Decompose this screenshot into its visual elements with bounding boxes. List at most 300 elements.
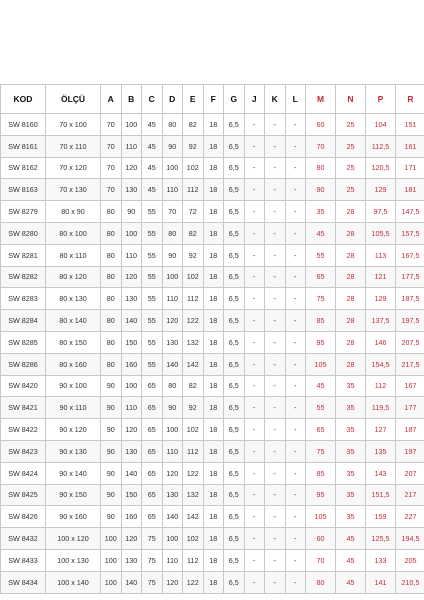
table-cell: 104 [366, 114, 396, 136]
table-row [1, 397, 424, 419]
table-cell: 80 [162, 375, 183, 397]
table-cell: 100 [162, 419, 183, 441]
table-cell: 130 [162, 484, 183, 506]
table-cell: 85 [306, 310, 336, 332]
table-cell: - [265, 440, 286, 462]
table-cell: 100 [162, 528, 183, 550]
table-cell: 167,5 [396, 244, 424, 266]
table-cell: 80 x 140 [46, 310, 101, 332]
table-cell: 141 [366, 571, 396, 593]
table-cell: 45 [336, 528, 366, 550]
table-cell: 75 [142, 571, 163, 593]
table-cell: 95 [306, 484, 336, 506]
table-cell: 90 x 100 [46, 375, 101, 397]
table-cell: SW 8425 [1, 484, 46, 506]
table-cell: 217 [396, 484, 424, 506]
table-cell: 45 [142, 114, 163, 136]
column-header-d: D [162, 85, 183, 114]
table-cell: 122 [183, 310, 204, 332]
table-cell: 146 [366, 331, 396, 353]
table-cell: 6,5 [224, 419, 245, 441]
table-cell: - [244, 201, 265, 223]
table-cell: 55 [306, 397, 336, 419]
table-cell: 90 [101, 375, 122, 397]
table-cell: SW 8280 [1, 222, 46, 244]
table-cell: 70 [101, 179, 122, 201]
table-cell: 120 [162, 310, 183, 332]
table-cell: SW 8283 [1, 288, 46, 310]
table-cell: 45 [142, 135, 163, 157]
table-cell: SW 8286 [1, 353, 46, 375]
column-header-f: F [203, 85, 224, 114]
table-cell: SW 8432 [1, 528, 46, 550]
table-cell: - [244, 266, 265, 288]
table-cell: 70 [306, 135, 336, 157]
table-cell: 18 [203, 114, 224, 136]
table-cell: 102 [183, 157, 204, 179]
table-cell: 100 [121, 375, 142, 397]
table-cell: - [285, 310, 306, 332]
table-cell: 18 [203, 397, 224, 419]
table-cell: - [265, 244, 286, 266]
dimension-table [0, 84, 424, 594]
table-row [1, 375, 424, 397]
column-header-c: C [142, 85, 163, 114]
table-cell: 137,5 [366, 310, 396, 332]
table-cell: SW 8160 [1, 114, 46, 136]
table-cell: 120 [162, 571, 183, 593]
table-cell: 82 [183, 222, 204, 244]
table-cell: - [244, 419, 265, 441]
table-cell: 70 x 130 [46, 179, 101, 201]
table-row [1, 484, 424, 506]
table-cell: 140 [121, 571, 142, 593]
table-cell: 167 [396, 375, 424, 397]
table-cell: - [244, 353, 265, 375]
table-cell: 65 [142, 375, 163, 397]
table-cell: 217,5 [396, 353, 424, 375]
table-cell: 55 [142, 266, 163, 288]
table-cell: 18 [203, 506, 224, 528]
table-cell: - [244, 397, 265, 419]
table-cell: 112 [183, 179, 204, 201]
table-cell: 18 [203, 244, 224, 266]
column-header-k: K [265, 85, 286, 114]
table-cell: 80 [101, 310, 122, 332]
table-cell: 90 x 150 [46, 484, 101, 506]
table-cell: 6,5 [224, 179, 245, 201]
table-cell: - [265, 419, 286, 441]
table-cell: 18 [203, 331, 224, 353]
table-cell: 80 x 100 [46, 222, 101, 244]
table-cell: 28 [336, 222, 366, 244]
table-cell: 55 [142, 353, 163, 375]
table-cell: 121 [366, 266, 396, 288]
table-cell: - [285, 114, 306, 136]
table-cell: 18 [203, 571, 224, 593]
table-cell: 100 [121, 114, 142, 136]
table-cell: 35 [336, 375, 366, 397]
table-cell: 161 [396, 135, 424, 157]
table-cell: 227 [396, 506, 424, 528]
table-cell: 112 [366, 375, 396, 397]
table-cell: - [285, 375, 306, 397]
table-cell: 6,5 [224, 244, 245, 266]
table-cell: 177 [396, 397, 424, 419]
table-cell: 75 [306, 440, 336, 462]
table-cell: - [265, 157, 286, 179]
table-row [1, 549, 424, 571]
table-row [1, 201, 424, 223]
table-cell: 151 [396, 114, 424, 136]
table-cell: 70 [101, 114, 122, 136]
column-header-m: M [306, 85, 336, 114]
table-cell: 45 [336, 571, 366, 593]
table-cell: 160 [121, 353, 142, 375]
table-cell: 130 [121, 179, 142, 201]
table-cell: 90 x 120 [46, 419, 101, 441]
table-cell: SW 8163 [1, 179, 46, 201]
table-cell: 35 [336, 419, 366, 441]
table-cell: 132 [183, 331, 204, 353]
table-cell: - [285, 135, 306, 157]
table-cell: 130 [162, 331, 183, 353]
table-row [1, 571, 424, 593]
table-cell: 105,5 [366, 222, 396, 244]
table-cell: 18 [203, 179, 224, 201]
table-cell: 18 [203, 375, 224, 397]
table-cell: 210,5 [396, 571, 424, 593]
table-cell: 18 [203, 440, 224, 462]
table-cell: 25 [336, 157, 366, 179]
table-cell: - [244, 506, 265, 528]
table-cell: 55 [142, 331, 163, 353]
table-cell: - [265, 462, 286, 484]
table-cell: - [265, 288, 286, 310]
table-cell: 97,5 [366, 201, 396, 223]
table-cell: 18 [203, 310, 224, 332]
table-cell: 140 [162, 506, 183, 528]
table-cell: 110 [121, 244, 142, 266]
table-cell: 6,5 [224, 331, 245, 353]
table-cell: 150 [121, 331, 142, 353]
table-cell: - [285, 571, 306, 593]
table-cell: 85 [306, 462, 336, 484]
table-cell: 35 [336, 506, 366, 528]
table-cell: 129 [366, 179, 396, 201]
table-cell: 35 [306, 201, 336, 223]
table-cell: - [285, 397, 306, 419]
table-cell: 65 [142, 506, 163, 528]
column-header-l: L [285, 85, 306, 114]
table-row [1, 528, 424, 550]
table-row [1, 462, 424, 484]
table-cell: 6,5 [224, 571, 245, 593]
column-header-j: J [244, 85, 265, 114]
table-cell: 160 [121, 506, 142, 528]
column-header-a: A [101, 85, 122, 114]
table-cell: 90 [121, 201, 142, 223]
table-cell: 28 [336, 244, 366, 266]
table-cell: 100 [162, 157, 183, 179]
table-cell: 65 [142, 484, 163, 506]
table-cell: 82 [183, 375, 204, 397]
table-cell: 65 [306, 266, 336, 288]
table-cell: 100 x 130 [46, 549, 101, 571]
table-cell: 80 x 110 [46, 244, 101, 266]
table-cell: - [265, 135, 286, 157]
table-cell: 90 [101, 484, 122, 506]
table-cell: 90 x 140 [46, 462, 101, 484]
table-cell: 105 [306, 506, 336, 528]
table-cell: - [265, 266, 286, 288]
column-header-kod: KOD [1, 85, 46, 114]
table-cell: 6,5 [224, 157, 245, 179]
table-cell: 45 [142, 157, 163, 179]
table-cell: 197 [396, 440, 424, 462]
table-cell: - [244, 244, 265, 266]
table-cell: 82 [183, 114, 204, 136]
table-cell: 6,5 [224, 266, 245, 288]
table-cell: 120 [121, 528, 142, 550]
table-cell: 90 [101, 397, 122, 419]
table-cell: 28 [336, 310, 366, 332]
table-cell: 105 [306, 353, 336, 375]
table-cell: 80 [101, 266, 122, 288]
table-cell: - [265, 397, 286, 419]
table-row [1, 331, 424, 353]
table-cell: 70 x 100 [46, 114, 101, 136]
table-cell: 18 [203, 222, 224, 244]
table-cell: 80 x 130 [46, 288, 101, 310]
table-cell: 194,5 [396, 528, 424, 550]
table-row [1, 310, 424, 332]
table-cell: - [244, 549, 265, 571]
table-cell: 18 [203, 528, 224, 550]
table-cell: 18 [203, 353, 224, 375]
table-cell: 75 [306, 288, 336, 310]
table-cell: 120 [162, 462, 183, 484]
table-cell: - [285, 440, 306, 462]
table-cell: - [265, 571, 286, 593]
table-cell: 80 [162, 222, 183, 244]
table-cell: - [285, 222, 306, 244]
table-cell: - [285, 288, 306, 310]
table-cell: SW 8424 [1, 462, 46, 484]
table-cell: 125,5 [366, 528, 396, 550]
column-header-g: G [224, 85, 245, 114]
table-cell: - [265, 179, 286, 201]
table-cell: SW 8285 [1, 331, 46, 353]
table-cell: 80 [101, 244, 122, 266]
table-cell: 140 [121, 310, 142, 332]
table-cell: 130 [121, 549, 142, 571]
table-cell: - [244, 288, 265, 310]
column-header-olcu: ÖLÇÜ [46, 85, 101, 114]
table-cell: 28 [336, 331, 366, 353]
table-cell: 207,5 [396, 331, 424, 353]
table-cell: 6,5 [224, 462, 245, 484]
table-cell: SW 8434 [1, 571, 46, 593]
column-header-b: B [121, 85, 142, 114]
table-cell: 60 [306, 528, 336, 550]
table-cell: 18 [203, 157, 224, 179]
table-cell: 70 x 110 [46, 135, 101, 157]
table-cell: SW 8281 [1, 244, 46, 266]
table-cell: 100 [101, 528, 122, 550]
table-cell: - [244, 222, 265, 244]
table-cell: 92 [183, 135, 204, 157]
table-cell: 18 [203, 266, 224, 288]
table-cell: - [244, 375, 265, 397]
table-cell: 143 [366, 462, 396, 484]
table-cell: 18 [203, 484, 224, 506]
table-cell: 80 [306, 571, 336, 593]
table-cell: - [244, 528, 265, 550]
table-cell: 72 [183, 201, 204, 223]
table-cell: 75 [142, 549, 163, 571]
column-header-n: N [336, 85, 366, 114]
table-cell: 65 [306, 419, 336, 441]
table-cell: 55 [142, 310, 163, 332]
table-cell: 90 [101, 419, 122, 441]
table-cell: 110 [162, 288, 183, 310]
table-cell: SW 8279 [1, 201, 46, 223]
table-cell: SW 8162 [1, 157, 46, 179]
table-cell: 25 [336, 179, 366, 201]
table-cell: 187,5 [396, 288, 424, 310]
table-cell: 133 [366, 549, 396, 571]
table-cell: - [244, 484, 265, 506]
table-cell: 6,5 [224, 288, 245, 310]
table-cell: 159 [366, 506, 396, 528]
table-cell: 120 [121, 419, 142, 441]
table-cell: 90 x 130 [46, 440, 101, 462]
table-cell: - [265, 114, 286, 136]
table-cell: SW 8284 [1, 310, 46, 332]
table-cell: 90 [162, 244, 183, 266]
table-cell: 90 [101, 462, 122, 484]
table-cell: 75 [142, 528, 163, 550]
table-cell: 113 [366, 244, 396, 266]
table-cell: 100 [101, 549, 122, 571]
table-cell: 18 [203, 135, 224, 157]
table-cell: 119,5 [366, 397, 396, 419]
table-cell: 110 [162, 440, 183, 462]
table-cell: 90 [101, 506, 122, 528]
table-cell: 18 [203, 419, 224, 441]
table-cell: 60 [306, 114, 336, 136]
table-cell: 35 [336, 484, 366, 506]
table-header [1, 85, 424, 114]
table-cell: 65 [142, 462, 163, 484]
table-cell: 28 [336, 288, 366, 310]
table-cell: - [285, 506, 306, 528]
table-cell: 55 [306, 244, 336, 266]
table-cell: 120 [121, 266, 142, 288]
table-cell: 142 [183, 353, 204, 375]
table-cell: 151,5 [366, 484, 396, 506]
table-cell: 18 [203, 549, 224, 571]
table-row [1, 419, 424, 441]
table-cell: 45 [306, 222, 336, 244]
table-cell: 157,5 [396, 222, 424, 244]
table-cell: 28 [336, 266, 366, 288]
table-cell: 18 [203, 462, 224, 484]
column-header-e: E [183, 85, 204, 114]
table-cell: 6,5 [224, 549, 245, 571]
table-cell: 35 [336, 440, 366, 462]
table-cell: 102 [183, 419, 204, 441]
table-cell: - [285, 179, 306, 201]
table-cell: 92 [183, 397, 204, 419]
table-cell: 147,5 [396, 201, 424, 223]
table-cell: 55 [142, 288, 163, 310]
table-cell: 130 [121, 440, 142, 462]
table-cell: 100 x 120 [46, 528, 101, 550]
table-cell: 207 [396, 462, 424, 484]
table-cell: 102 [183, 528, 204, 550]
table-cell: 90 [162, 397, 183, 419]
table-cell: 112 [183, 440, 204, 462]
table-cell: 90 [306, 179, 336, 201]
table-cell: SW 8161 [1, 135, 46, 157]
table-cell: - [244, 462, 265, 484]
table-cell: 6,5 [224, 440, 245, 462]
table-cell: 55 [142, 222, 163, 244]
table-row [1, 288, 424, 310]
table-cell: 102 [183, 266, 204, 288]
table-cell: - [265, 201, 286, 223]
table-cell: 110 [121, 397, 142, 419]
table-cell: 140 [162, 353, 183, 375]
table-cell: 18 [203, 201, 224, 223]
table-cell: - [244, 157, 265, 179]
table-cell: 130 [121, 288, 142, 310]
table-cell: 150 [121, 484, 142, 506]
table-cell: 65 [142, 419, 163, 441]
table-cell: - [285, 266, 306, 288]
table-cell: 35 [336, 462, 366, 484]
table-cell: SW 8282 [1, 266, 46, 288]
table-cell: 80 x 150 [46, 331, 101, 353]
table-cell: - [285, 353, 306, 375]
table-cell: - [285, 528, 306, 550]
table-cell: 90 x 160 [46, 506, 101, 528]
table-body [1, 114, 424, 594]
table-row [1, 114, 424, 136]
table-cell: - [265, 222, 286, 244]
table-cell: SW 8433 [1, 549, 46, 571]
table-cell: - [244, 440, 265, 462]
table-cell: 110 [162, 549, 183, 571]
table-cell: SW 8422 [1, 419, 46, 441]
table-cell: 6,5 [224, 353, 245, 375]
table-cell: 127 [366, 419, 396, 441]
table-cell: 90 [101, 440, 122, 462]
table-cell: 129 [366, 288, 396, 310]
table-cell: 80 x 90 [46, 201, 101, 223]
column-header-r: R [396, 85, 424, 114]
table-cell: 6,5 [224, 375, 245, 397]
table-cell: - [244, 135, 265, 157]
table-cell: 55 [142, 244, 163, 266]
table-cell: 55 [142, 201, 163, 223]
table-cell: 100 [121, 222, 142, 244]
table-cell: 80 [101, 222, 122, 244]
table-cell: 70 [101, 157, 122, 179]
table-cell: 80 x 120 [46, 266, 101, 288]
